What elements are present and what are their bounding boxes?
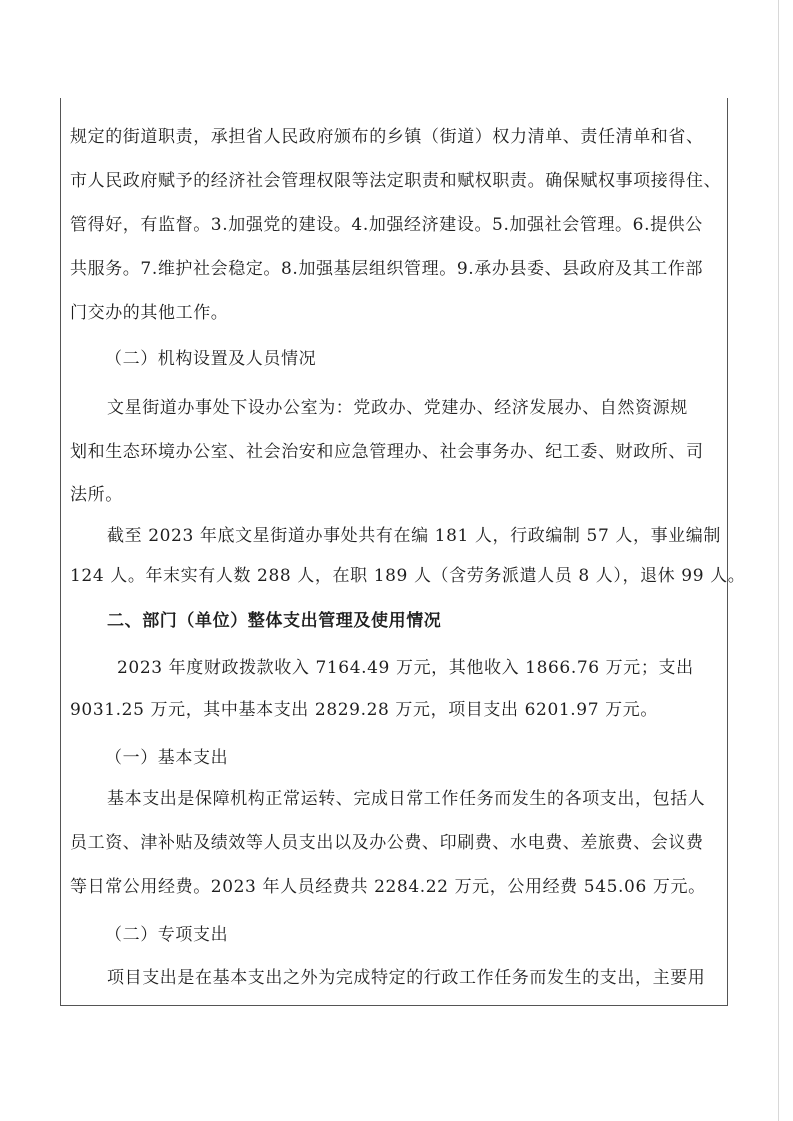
para-special-line-1: 项目支出是在基本支出之外为完成特定的行政工作任务而发生的支出，主要用 (107, 968, 706, 988)
para-staff-line-2: 124 人。年末实有人数 288 人，在职 189 人（含劳务派遣人员 8 人），退休 99 人。 (70, 566, 746, 586)
heading-org: （二）机构设置及人员情况 (105, 349, 317, 369)
para-finance-line-1: 2023 年度财政拨款收入 7164.49 万元，其他收入 1866.76 万元；支出 (117, 658, 694, 678)
para-basic-line-1: 基本支出是保障机构正常运转、完成日常工作任务而发生的各项支出，包括人 (107, 789, 706, 809)
heading-basic-expenditure: （一）基本支出 (105, 748, 229, 768)
para1-line-1: 规定的街道职责，承担省人民政府颁布的乡镇（街道）权力清单、责任清单和省、 (70, 127, 704, 147)
para1-line-2: 市人民政府赋予的经济社会管理权限等法定职责和赋权职责。确保赋权事项接得住、 (70, 171, 722, 191)
para-basic-line-3: 等日常公用经费。2023 年人员经费共 2284.22 万元，公用经费 545.06 万元。 (70, 877, 706, 897)
heading-section-2: 二、部门（单位）整体支出管理及使用情况 (107, 611, 442, 631)
heading-special-expenditure: （二）专项支出 (105, 925, 229, 945)
para-org-line-1: 文星街道办事处下设办公室为：党政办、党建办、经济发展办、自然资源规 (107, 398, 688, 418)
para-org-line-2: 划和生态环境办公室、社会治安和应急管理办、社会事务办、纪工委、财政所、司 (70, 442, 704, 462)
para1-line-4: 共服务。7.维护社会稳定。8.加强基层组织管理。9.承办县委、县政府及其工作部 (70, 259, 704, 279)
para1-line-3: 管得好，有监督。3.加强党的建设。4.加强经济建设。5.加强社会管理。6.提供公 (70, 215, 703, 235)
page-edge-line (778, 0, 779, 1121)
para1-line-5: 门交办的其他工作。 (70, 303, 229, 323)
para-basic-line-2: 员工资、津补贴及绩效等人员支出以及办公费、印刷费、水电费、差旅费、会议费 (70, 833, 704, 853)
para-finance-line-2: 9031.25 万元，其中基本支出 2829.28 万元，项目支出 6201.97 万元。 (70, 700, 658, 720)
para-staff-line-1: 截至 2023 年底文星街道办事处共有在编 181 人，行政编制 57 人，事业编制 (107, 526, 721, 546)
para-org-line-3: 法所。 (70, 485, 123, 505)
content-frame (60, 98, 746, 1006)
